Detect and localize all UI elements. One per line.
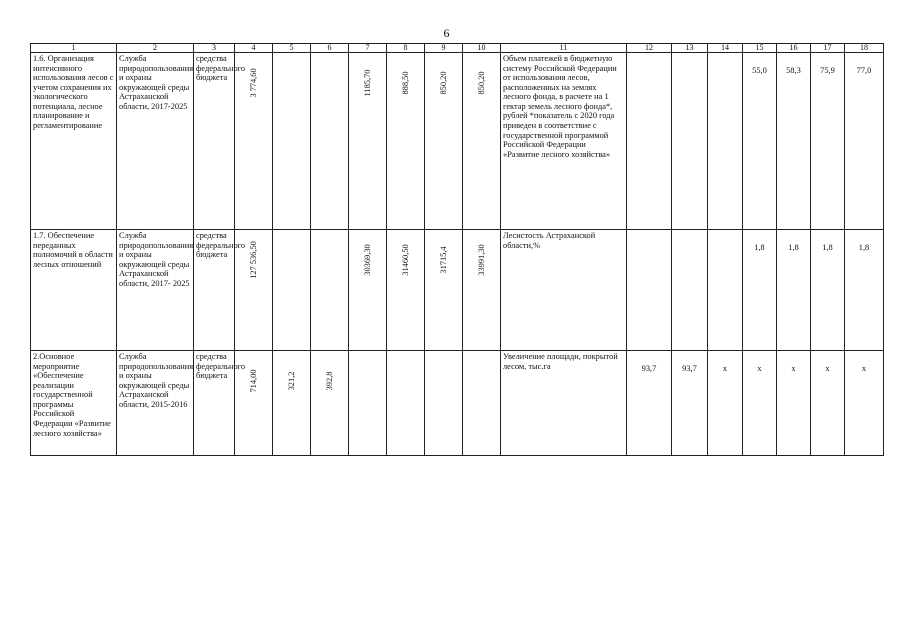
header-cell: 15 <box>743 44 777 53</box>
amount-col5-value: 321,2 <box>286 371 296 391</box>
header-cell: 7 <box>349 44 387 53</box>
amount-col8-cell <box>387 230 425 351</box>
amount-col10-cell <box>463 230 501 351</box>
indicator-col18-cell: 77,0 <box>845 53 884 230</box>
amount-col7-cell <box>349 351 387 456</box>
header-cell: 18 <box>845 44 884 53</box>
amount-col10-cell <box>463 53 501 230</box>
funding-source-cell: средства федерального бюджета <box>194 230 235 351</box>
amount-col7-cell <box>349 53 387 230</box>
header-cell: 5 <box>273 44 311 53</box>
amount-col7-value: 30369,30 <box>362 244 372 276</box>
program-table <box>30 43 884 456</box>
indicator-col16-cell: 58,3 <box>777 53 811 230</box>
indicator-cell: Увеличение площади, покрытой лесом, тыс.га <box>501 351 627 456</box>
executor-cell: Служба природопользования и охраны окружающей среды Астраханской области, 2017- 2025 <box>117 230 194 351</box>
amount-col5-cell <box>273 230 311 351</box>
amount-col6-cell <box>311 351 349 456</box>
table-row <box>31 351 884 456</box>
amount-col8-cell <box>387 351 425 456</box>
header-cell: 6 <box>311 44 349 53</box>
header-cell: 2 <box>117 44 194 53</box>
total-amount-value: 127 536,50 <box>248 241 258 279</box>
header-cell: 3 <box>194 44 235 53</box>
indicator-col14-cell: x <box>708 351 743 456</box>
indicator-cell: Лесистость Астраханской области,% <box>501 230 627 351</box>
header-cell: 17 <box>811 44 845 53</box>
total-amount-cell <box>235 53 273 230</box>
total-amount-value: 714,00 <box>248 369 258 393</box>
amount-col8-value: 888,50 <box>400 71 410 95</box>
header-cell: 14 <box>708 44 743 53</box>
indicator-col14-cell <box>708 230 743 351</box>
amount-col6-value: 392,8 <box>324 371 334 391</box>
indicator-col16-cell: 1,8 <box>777 230 811 351</box>
indicator-col17-cell: x <box>811 351 845 456</box>
indicator-col15-cell: x <box>743 351 777 456</box>
amount-col8-value: 31460,50 <box>400 244 410 276</box>
header-cell: 9 <box>425 44 463 53</box>
header-cell: 10 <box>463 44 501 53</box>
amount-col10-value: 850,20 <box>476 71 486 95</box>
indicator-col18-cell: 1,8 <box>845 230 884 351</box>
amount-col5-cell <box>273 351 311 456</box>
amount-col9-cell <box>425 53 463 230</box>
activity-name-cell: 1.6. Организация интенсивного использования лесов с учетом сохранения их экологического потенциала, лесное планирование и регламентирование <box>31 53 117 230</box>
indicator-cell: Объем платежей в бюджетную систему Российской Федерации от использования лесов, расположенных на землях лесного фонда, в расчете на 1 гектар земель лесного фонда*, рублей *показатель с 2020 года приведен в соответствие с государственной программой Российской Федерации «Развитие лесного хозяйства» <box>501 53 627 230</box>
indicator-col14-cell <box>708 53 743 230</box>
table-row <box>31 230 884 351</box>
header-cell: 16 <box>777 44 811 53</box>
indicator-col17-cell: 75,9 <box>811 53 845 230</box>
page-number: 6 <box>443 26 450 40</box>
header-cell: 11 <box>501 44 627 53</box>
indicator-col18-cell: x <box>845 351 884 456</box>
indicator-col13-cell <box>672 53 708 230</box>
amount-col6-cell <box>311 230 349 351</box>
amount-col10-value: 33991,30 <box>476 244 486 276</box>
header-cell: 4 <box>235 44 273 53</box>
indicator-col12-cell: 93,7 <box>627 351 672 456</box>
funding-source-cell: средства федерального бюджета <box>194 351 235 456</box>
header-cell: 13 <box>672 44 708 53</box>
amount-col5-cell <box>273 53 311 230</box>
indicator-col15-cell: 1,8 <box>743 230 777 351</box>
executor-cell: Служба природопользования и охраны окружающей среды Астраханской области, 2017-2025 <box>117 53 194 230</box>
amount-col9-value: 850,20 <box>438 71 448 95</box>
indicator-col16-cell: x <box>777 351 811 456</box>
amount-col7-value: 1185,70 <box>362 69 372 97</box>
total-amount-cell <box>235 351 273 456</box>
amount-col9-cell <box>425 230 463 351</box>
activity-name-cell: 2.Основное мероприятие «Обеспечение реализации государственной программы Российской Федерации «Развитие лесного хозяйства» <box>31 351 117 456</box>
indicator-col13-cell: 93,7 <box>672 351 708 456</box>
amount-col7-cell <box>349 230 387 351</box>
amount-col8-cell <box>387 53 425 230</box>
header-cell: 8 <box>387 44 425 53</box>
indicator-col12-cell <box>627 53 672 230</box>
total-amount-value: 3 774,60 <box>248 68 258 98</box>
indicator-col15-cell: 55,0 <box>743 53 777 230</box>
indicator-col13-cell <box>672 230 708 351</box>
table-row <box>31 53 884 230</box>
executor-cell: Служба природопользования и охраны окружающей среды Астраханской области, 2015-2016 <box>117 351 194 456</box>
header-row <box>31 44 884 53</box>
amount-col9-value: 31715,4 <box>438 246 448 274</box>
total-amount-cell <box>235 230 273 351</box>
indicator-col17-cell: 1,8 <box>811 230 845 351</box>
indicator-col12-cell <box>627 230 672 351</box>
amount-col9-cell <box>425 351 463 456</box>
funding-source-cell: средства федерального бюджета <box>194 53 235 230</box>
activity-name-cell: 1.7. Обеспечение переданных полномочий в области лесных отношений <box>31 230 117 351</box>
header-cell: 12 <box>627 44 672 53</box>
amount-col6-cell <box>311 53 349 230</box>
header-cell: 1 <box>31 44 117 53</box>
amount-col10-cell <box>463 351 501 456</box>
